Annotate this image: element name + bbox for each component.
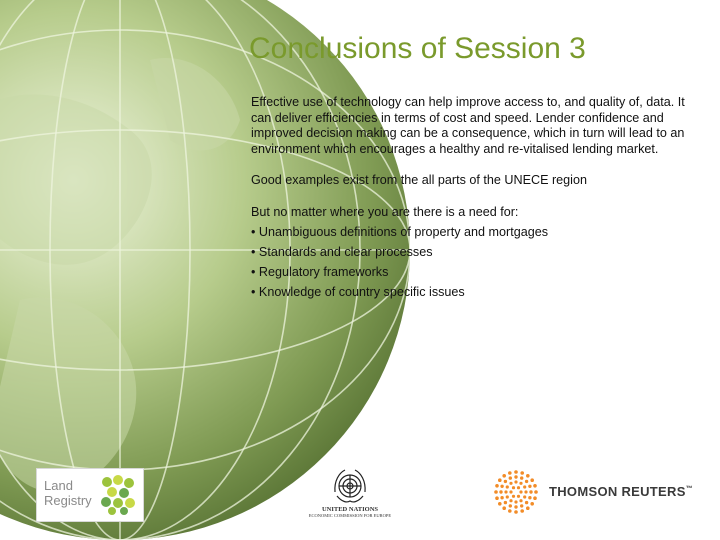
logo-dot [529, 490, 532, 493]
logo-dot [520, 509, 524, 513]
logo-dot [500, 496, 503, 499]
logo-dot [517, 495, 520, 498]
logo-dot [509, 499, 512, 502]
logo-dot [509, 504, 512, 507]
list-item: • Regulatory frameworks [251, 265, 701, 281]
logo-text: THOMSON REUTERS [549, 484, 686, 499]
un-subtitle: ECONOMIC COMMISSION FOR EUROPE [308, 513, 392, 518]
logo-dot [519, 490, 522, 493]
slide-body [251, 95, 701, 305]
logo-dot [528, 485, 531, 488]
logo-dot [514, 500, 517, 503]
logo-dot [530, 478, 534, 482]
logo-dot [525, 501, 528, 504]
logo-dot [512, 495, 515, 498]
united-nations-logo [305, 466, 395, 522]
logo-dot [500, 485, 503, 488]
un-name: UNITED NATIONS [321, 506, 379, 513]
logo-dot [495, 484, 499, 488]
logo-dot [514, 505, 517, 508]
logo-dot [502, 506, 506, 510]
paragraph: Effective use of technology can help improve access to, and quality of, data. It can deliver efficiencies in terms of cost and speed. Lender confidence and improved decision making can be a consequence, which in turn will lead to an environment which encourages a healthy and re-vitalised lending market. [251, 95, 685, 156]
logo-dot [533, 496, 537, 500]
list-item: • Knowledge of country specific issues [251, 285, 701, 301]
logo-text: Land [44, 478, 73, 493]
logo-dot [517, 486, 520, 489]
logo-dot [514, 475, 517, 478]
logo-dot [520, 476, 523, 479]
logo-dot [512, 486, 515, 489]
logo-dot [506, 485, 509, 488]
logo-dot [526, 474, 530, 478]
logo-dot [519, 482, 522, 485]
logo-dot [514, 470, 518, 474]
logo-dot [502, 474, 506, 478]
logo-dot [520, 504, 523, 507]
logo-dot [519, 499, 522, 502]
logo-text: Registry [44, 493, 92, 508]
list-item: • Unambiguous definitions of property and mortgages [251, 225, 701, 241]
list-item: • Standards and clear processes [251, 245, 701, 261]
logo-dot [498, 502, 502, 506]
logo-dot [526, 506, 530, 510]
logo-dot [523, 485, 526, 488]
logo-dot [509, 476, 512, 479]
list-intro: But no matter where you are there is a need for: [251, 204, 519, 219]
logo-dot [509, 490, 512, 493]
logo-dot [498, 478, 502, 482]
logo-dot [504, 480, 507, 483]
logo-dot [495, 496, 499, 500]
logo-dot [524, 490, 527, 493]
logo-dot [534, 490, 538, 494]
logo-dot [504, 490, 507, 493]
logo-dot [508, 509, 512, 513]
logo-dot [494, 490, 498, 494]
logo-dot [514, 510, 518, 514]
logo-dot [530, 502, 534, 506]
logo-dot [504, 501, 507, 504]
slide-title: Conclusions of Session 3 [249, 32, 586, 65]
logo-dot [523, 495, 526, 498]
logo-dot [525, 480, 528, 483]
thomson-reuters-logo [494, 470, 694, 514]
logo-dot [528, 496, 531, 499]
trademark-mark: ™ [685, 485, 693, 493]
land-registry-logo [36, 468, 144, 522]
land-registry-mark-icon [99, 474, 137, 516]
logo-dot [506, 495, 509, 498]
bullet-list [251, 225, 701, 301]
logo-dot [514, 480, 517, 483]
logo-dot [499, 490, 502, 493]
thomson-reuters-dots-icon [494, 470, 540, 514]
paragraph: Good examples exist from the all parts of the UNECE region [251, 173, 587, 188]
logo-dot [520, 471, 524, 475]
logo-dot [533, 484, 537, 488]
un-emblem-icon [330, 466, 370, 506]
logo-dot [509, 482, 512, 485]
logo-dot [508, 471, 512, 475]
